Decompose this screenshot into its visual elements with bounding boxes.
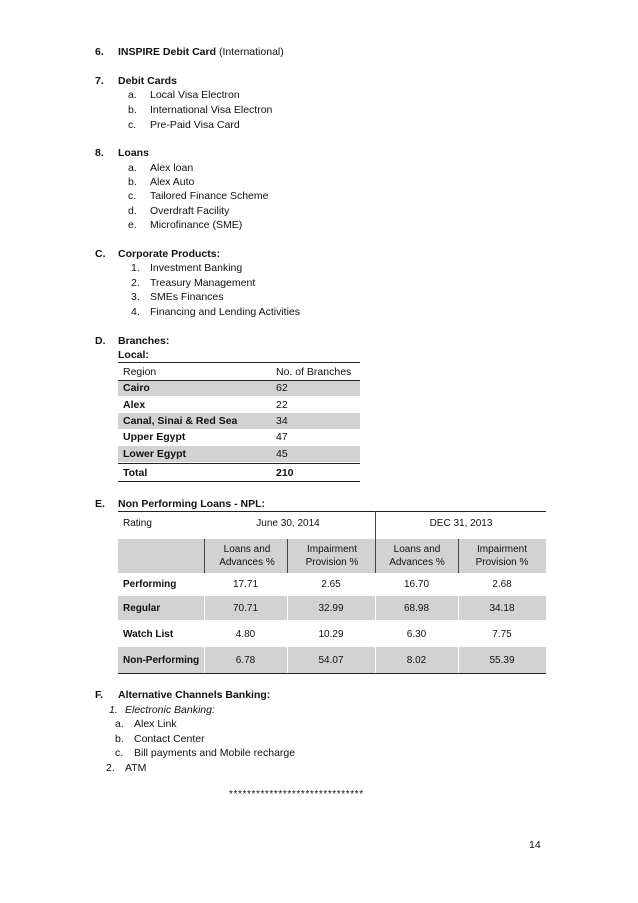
section-f-sub2-title: ATM	[125, 762, 147, 774]
separator-asterisks: ******************************	[229, 789, 364, 800]
item-6-number: 6.	[95, 46, 104, 58]
list-item-marker: a.	[115, 718, 124, 730]
npl-col-impair-1: Impairment Provision %	[305, 544, 359, 568]
branches-total-count: 210	[276, 467, 294, 479]
section-c-number: C.	[95, 248, 106, 260]
list-item: Contact Center	[134, 733, 205, 745]
list-item: Financing and Lending Activities	[150, 306, 301, 318]
npl-cell: 17.71	[232, 579, 259, 590]
list-item: Bill payments and Mobile recharge	[134, 747, 296, 759]
branches-header-region: Region	[123, 366, 157, 378]
branch-count: 22	[276, 399, 288, 411]
list-item-marker: b.	[128, 104, 137, 116]
branches-total-rule	[118, 463, 360, 464]
branches-bottom-rule	[118, 481, 360, 482]
list-item-marker: a.	[128, 162, 137, 174]
npl-cell: 10.29	[318, 629, 344, 640]
section-f-title: Alternative Channels Banking:	[118, 689, 271, 701]
npl-cell: 55.39	[489, 655, 515, 666]
list-item: Alex loan	[150, 162, 194, 174]
list-item-marker: 3.	[131, 291, 140, 303]
npl-col-loans-2: Loans and Advances %	[389, 544, 445, 568]
branch-region: Canal, Sinai & Red Sea	[123, 415, 238, 427]
npl-cell: 7.75	[492, 629, 512, 640]
section-e-number: E.	[95, 498, 105, 510]
item-6-title: INSPIRE Debit Card	[118, 46, 217, 58]
npl-period-1: June 30, 2014	[256, 518, 320, 529]
npl-table-bottom-rule	[118, 673, 546, 674]
npl-cell: 2.68	[492, 579, 512, 590]
npl-cell: 6.30	[406, 629, 427, 640]
list-item-marker: c.	[128, 190, 137, 202]
list-item-marker: b.	[128, 176, 137, 188]
list-item-marker: 1.	[131, 262, 140, 274]
npl-row-label: Regular	[123, 603, 161, 614]
npl-col-impair-2: Impairment Provision %	[475, 544, 529, 568]
npl-cell: 8.02	[406, 655, 427, 666]
npl-period-divider	[375, 511, 376, 539]
branch-count: 45	[276, 448, 288, 460]
list-item-marker: a.	[128, 89, 137, 101]
branches-table-top-rule	[118, 362, 360, 363]
npl-cell: 2.65	[321, 579, 341, 590]
branch-region: Alex	[123, 399, 146, 411]
branch-count: 62	[276, 382, 288, 394]
list-item-marker: c.	[128, 119, 137, 131]
branch-region: Cairo	[123, 382, 150, 394]
npl-period-2: DEC 31, 2013	[429, 518, 493, 529]
npl-col-loans-1: Loans and Advances %	[219, 544, 275, 568]
npl-column-divider	[287, 539, 288, 573]
section-f-sub2-number: 2.	[106, 762, 115, 774]
branch-region: Lower Egypt	[123, 448, 187, 460]
list-item: Treasury Management	[150, 277, 256, 289]
list-item-marker: c.	[115, 747, 124, 759]
npl-cell: 4.80	[235, 629, 256, 640]
npl-cell: 70.71	[232, 603, 259, 614]
list-item: SMEs Finances	[150, 291, 224, 303]
npl-column-divider	[458, 539, 459, 573]
section-f-sub1-title: Electronic Banking:	[125, 704, 215, 716]
section-f-sub1-number: 1.	[109, 704, 118, 716]
npl-table-top-rule	[118, 511, 546, 512]
item-6-heading	[118, 46, 284, 58]
section-d-subtitle: Local:	[118, 349, 149, 361]
list-item-marker: d.	[128, 205, 137, 217]
section-d-number: D.	[95, 335, 106, 347]
npl-column-divider	[204, 539, 205, 573]
npl-cell: 54.07	[318, 655, 344, 666]
item-8-title: Loans	[118, 147, 149, 159]
npl-cell: 34.18	[489, 603, 515, 614]
section-c-title: Corporate Products:	[118, 248, 221, 260]
list-item-marker: 2.	[131, 277, 140, 289]
list-item-marker: b.	[115, 733, 124, 745]
npl-row-label: Watch List	[123, 629, 174, 640]
npl-row-label: Performing	[123, 579, 177, 590]
npl-cell: 6.78	[235, 655, 256, 666]
list-item-marker: e.	[128, 219, 137, 231]
list-item-marker: 4.	[131, 306, 140, 318]
npl-cell: 16.70	[403, 579, 430, 590]
npl-row-label: Non-Performing	[123, 655, 200, 666]
list-item: International Visa Electron	[150, 104, 273, 116]
section-f-number: F.	[95, 689, 104, 701]
list-item: Microfinance (SME)	[150, 219, 243, 231]
branches-total-label: Total	[123, 467, 148, 479]
branch-count: 47	[276, 431, 288, 443]
list-item: Tailored Finance Scheme	[150, 190, 269, 202]
list-item: Overdraft Facility	[150, 205, 230, 217]
page-number: 14	[529, 839, 541, 851]
branches-header-count: No. of Branches	[276, 366, 352, 378]
section-d-title: Branches:	[118, 335, 170, 347]
item-7-title: Debit Cards	[118, 75, 177, 87]
npl-rating-label: Rating	[123, 518, 152, 529]
list-item: Alex Link	[134, 718, 177, 730]
item-6-suffix: (International)	[218, 46, 284, 58]
npl-cell: 68.98	[403, 603, 430, 614]
table-row-shade	[118, 381, 360, 396]
npl-cell: 32.99	[318, 603, 344, 614]
list-item: Local Visa Electron	[150, 89, 240, 101]
item-8-number: 8.	[95, 147, 104, 159]
list-item: Investment Banking	[150, 262, 243, 274]
branch-region: Upper Egypt	[123, 431, 186, 443]
branch-count: 34	[276, 415, 288, 427]
list-item: Pre-Paid Visa Card	[150, 119, 240, 131]
section-e-title: Non Performing Loans - NPL:	[118, 498, 265, 510]
item-7-number: 7.	[95, 75, 104, 87]
list-item: Alex Auto	[150, 176, 195, 188]
npl-column-divider	[375, 539, 376, 573]
